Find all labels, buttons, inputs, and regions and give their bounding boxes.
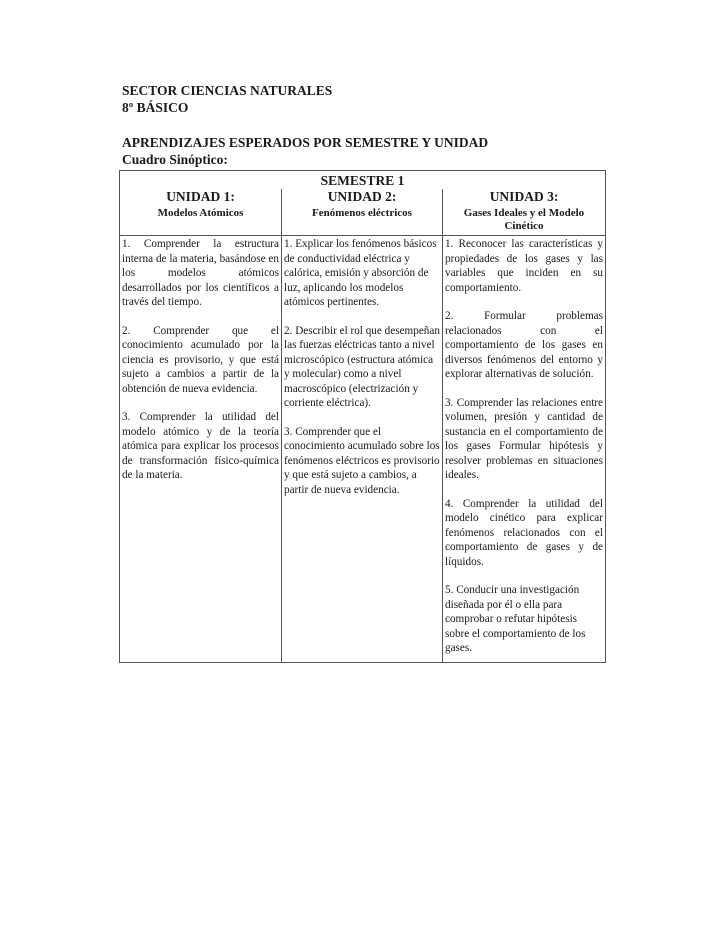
unit-header-2 bbox=[282, 189, 443, 236]
unit-subtitle: Modelos Atómicos bbox=[157, 207, 244, 219]
objective-item: 5. Conducir una investigación diseñada por él o ella para comprobar o refutar hipótesis sobre el comportamiento de los gases. bbox=[445, 584, 586, 654]
unit-header-3 bbox=[443, 189, 606, 236]
sector-title: SECTOR CIENCIAS NATURALES bbox=[122, 83, 333, 98]
spacer bbox=[122, 116, 488, 134]
document-title: APRENDIZAJES ESPERADOS POR SEMESTRE Y UNIDAD bbox=[122, 135, 489, 150]
unit-title: UNIDAD 1: bbox=[166, 189, 235, 204]
unit-title: UNIDAD 2: bbox=[327, 189, 397, 204]
semester-header: SEMESTRE 1 bbox=[120, 171, 606, 190]
document-subtitle: Cuadro Sinóptico: bbox=[122, 152, 228, 167]
objective-item: 1. Comprender la estructura interna de la materia, basándose en los modelos atómicos desarrollados por los científicos a través del tiempo. bbox=[122, 238, 279, 308]
objective-item: 1. Reconocer las características y propiedades de los gases y las variables que inciden en su comportamiento. bbox=[445, 238, 603, 294]
objective-item: 3. Comprender que el conocimiento acumulado sobre los fenómenos eléctricos es provisorio y que está sujeto a cambios, a partir de nueva evidencia. bbox=[284, 425, 440, 496]
objective-item: 4. Comprender la utilidad del modelo cinético para explicar fenómenos relacionados con el comportamiento de gases y de líquidos. bbox=[445, 497, 603, 568]
objective-item: 1. Explicar los fenómenos básicos de conductividad eléctrica y calórica, emisión y absorción de luz, aplicando los modelos atómicos pertinentes. bbox=[284, 238, 437, 308]
grade-label: 8º BÁSICO bbox=[122, 100, 189, 115]
unit-1-objectives bbox=[120, 236, 282, 663]
synoptic-table bbox=[119, 170, 606, 663]
unit-subtitle: Gases Ideales y el Modelo Cinético bbox=[463, 207, 585, 232]
unit-header-1 bbox=[120, 189, 282, 236]
objective-item: 2. Describir el rol que desempeñan las fuerzas eléctricas tanto a nivel microscópico (estructura atómica y molecular) como a nivel macroscópico (electrización y corriente eléctrica). bbox=[284, 324, 440, 409]
unit-subtitle: Fenómenos eléctricos bbox=[312, 207, 412, 219]
objective-item: 2. Formular problemas relacionados con el comportamiento de los gases en diversos fenómenos del entorno y explorar alternativas de solución. bbox=[445, 310, 603, 380]
unit-2-objectives bbox=[282, 236, 443, 663]
unit-3-objectives bbox=[443, 236, 606, 663]
unit-title: UNIDAD 3: bbox=[489, 189, 559, 204]
objective-item: 3. Comprender la utilidad del modelo atómico y de la teoría atómica para explicar los procesos de transformación físico-química de la materia. bbox=[122, 411, 279, 481]
document-header bbox=[122, 82, 488, 168]
objective-item: 3. Comprender las relaciones entre volumen, presión y cantidad de sustancia en el comportamiento de los gases Formular hipótesis y resolver problemas en situaciones ideales. bbox=[445, 396, 603, 481]
objective-item: 2. Comprender que el conocimiento acumulado por la ciencia es provisorio, y que está sujeto a cambios a partir de la obtención de nueva evidencia. bbox=[122, 324, 279, 395]
